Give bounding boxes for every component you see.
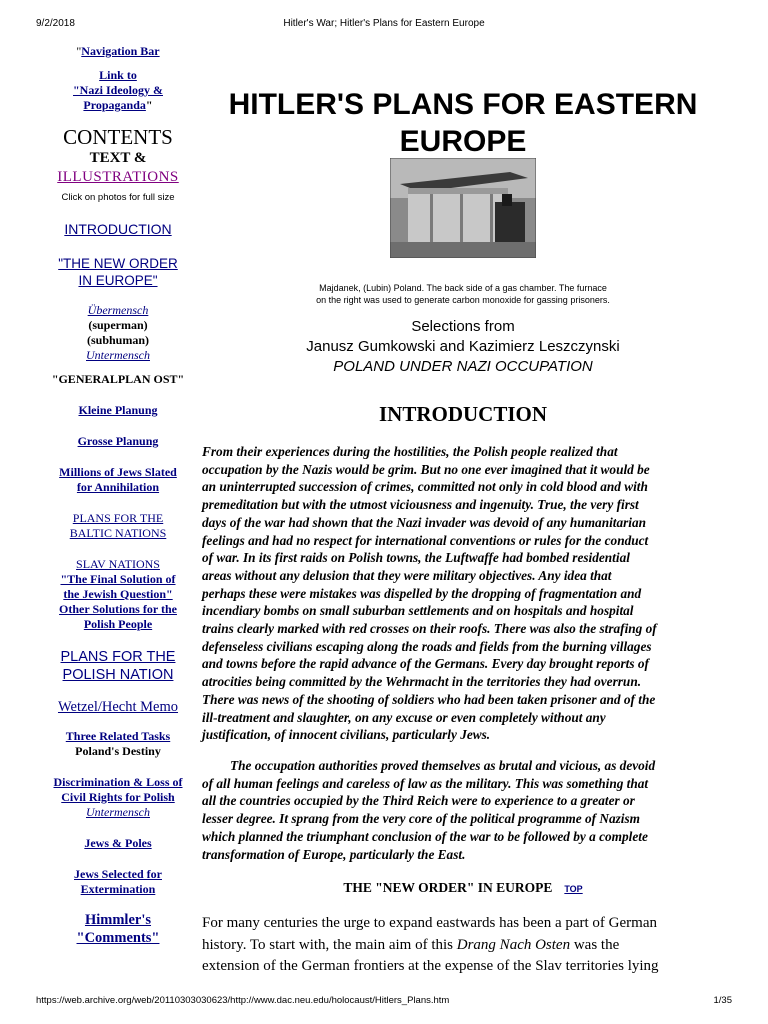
discrimination-link-line2[interactable]: Civil Rights for Polish bbox=[61, 790, 175, 804]
authors-label: Janusz Gumkowski and Kazimierz Leszczynski bbox=[306, 338, 620, 355]
new-order-line2-a: history. To start with, the main aim of this bbox=[202, 936, 457, 953]
para2-line: transformation of Europe, particularly the East. bbox=[202, 846, 466, 862]
polish-nation-link-line2[interactable]: POLISH NATION bbox=[62, 667, 174, 683]
other-solutions-link-line2[interactable]: Polish People bbox=[83, 617, 153, 631]
jews-poles-link[interactable]: Jews & Poles bbox=[84, 836, 152, 850]
final-solution-link-line1[interactable]: "The Final Solution of bbox=[60, 572, 176, 586]
para1-line: incendiary bombs on small suburban settlements and on hospitals and hospital bbox=[202, 603, 634, 619]
para1-line: defenseless civilians escaping along the roads and fields from the burning villages bbox=[202, 638, 652, 654]
new-order-line3: extension of the German frontiers at the expense of the Slav territories lying bbox=[202, 958, 659, 974]
photo-caption-line2: on the right was used to generate carbon monoxide for gassing prisoners. bbox=[316, 295, 610, 305]
himmler-link-line2[interactable]: "Comments" bbox=[76, 930, 160, 946]
contents-heading: CONTENTS bbox=[63, 125, 173, 149]
para1-line: areas without any delusion that they were military objectives. Any idea that bbox=[202, 567, 612, 583]
slav-nations-link[interactable]: SLAV NATIONS bbox=[76, 557, 160, 571]
kleine-planung-link[interactable]: Kleine Planung bbox=[78, 403, 158, 417]
baltic-link-line2[interactable]: BALTIC NATIONS bbox=[69, 526, 167, 540]
para2-line: lesser degree. It sprang from the very core of the political programme of Nazism bbox=[202, 811, 641, 827]
photo-image bbox=[390, 158, 536, 258]
drang-nach-osten: Drang Nach Osten bbox=[456, 936, 571, 953]
new-order-line1: For many centuries the urge to expand eastwards has been a part of German bbox=[202, 915, 657, 931]
baltic-link-line1[interactable]: PLANS FOR THE bbox=[72, 511, 164, 525]
para1-line: and towns before the rapid advance of the Germans. Every day brought reports of bbox=[202, 656, 649, 672]
grosse-planung-link[interactable]: Grosse Planung bbox=[77, 434, 159, 448]
discrimination-link-line1[interactable]: Discrimination & Loss of bbox=[53, 775, 183, 789]
three-tasks-link[interactable]: Three Related Tasks bbox=[65, 729, 171, 743]
para1-line: perhaps these were mistakes was dispelled by the dropping of fragmentation and bbox=[202, 585, 642, 601]
ubermensch-link[interactable]: Übermensch bbox=[87, 303, 149, 317]
text-amp-label: TEXT & bbox=[89, 150, 147, 166]
para1-line: premeditation but with the utmost viciousness and ingenuity. True, the very first bbox=[202, 497, 639, 513]
illustrations-link[interactable]: ILLUSTRATIONS bbox=[57, 169, 179, 185]
superman-label: (superman) bbox=[88, 318, 148, 332]
new-order-link-line2[interactable]: IN EUROPE" bbox=[78, 273, 158, 288]
click-photos-note: Click on photos for full size bbox=[61, 192, 175, 203]
footer-url: https://web.archive.org/web/20110303030623/http://www.dac.neu.edu/holocaust/Hitlers_Plans.htm bbox=[36, 995, 450, 1006]
para1-line: trains clearly marked with red crosses on their roofs. There was also the strafing of bbox=[202, 621, 657, 637]
nav-bar-link[interactable]: Navigation Bar bbox=[81, 44, 160, 58]
para1-line: ill-treatment and slaughter, on any excuse or even completely without any bbox=[202, 709, 606, 725]
intro-paragraph-2 bbox=[202, 757, 722, 863]
propaganda-row: Propaganda" bbox=[83, 98, 153, 112]
new-order-link-line1[interactable]: "THE NEW ORDER bbox=[58, 256, 178, 271]
para1-line: justification, of innocent civilians, particularly Jews. bbox=[202, 727, 491, 743]
page-title-line2: EUROPE bbox=[399, 125, 527, 158]
untermensch-link[interactable]: Untermensch bbox=[86, 348, 150, 362]
other-solutions-link-line1[interactable]: Other Solutions for the bbox=[59, 602, 177, 616]
millions-jews-link-line2[interactable]: for Annihilation bbox=[76, 480, 160, 494]
para1-line: feelings and had no respect for international conventions or rules for the conduct bbox=[202, 532, 649, 548]
polands-destiny-label: Poland's Destiny bbox=[75, 744, 161, 758]
new-order-heading-text: THE "NEW ORDER" IN EUROPE bbox=[343, 880, 553, 895]
new-order-line2 bbox=[202, 935, 722, 957]
gas-chamber-photo[interactable] bbox=[390, 158, 536, 258]
wetzel-hecht-link[interactable]: Wetzel/Hecht Memo bbox=[57, 699, 179, 715]
photo-caption-line1: Majdanek, (Lubin) Poland. The back side of a gas chamber. The furnace bbox=[319, 283, 607, 293]
para2-line: of all human feelings and careless of law as the military. This was something that bbox=[202, 775, 649, 791]
para1-line: atrocities being committed by the Wehrmacht in the territories they had overrun. bbox=[202, 674, 642, 690]
new-order-paragraph bbox=[202, 913, 722, 978]
page-title-line1: HITLER'S PLANS FOR EASTERN bbox=[228, 88, 698, 121]
himmler-link-line1[interactable]: Himmler's bbox=[84, 912, 152, 928]
print-title: Hitler's War; Hitler's Plans for Eastern Europe bbox=[283, 18, 485, 29]
sidebar bbox=[48, 44, 188, 947]
jews-selected-link-line2[interactable]: Extermination bbox=[80, 882, 156, 896]
source-block bbox=[198, 317, 728, 377]
jews-selected-link-line1[interactable]: Jews Selected for bbox=[74, 867, 162, 881]
print-date: 9/2/2018 bbox=[36, 18, 75, 29]
discrimination-link-line3[interactable]: Untermensch bbox=[86, 805, 150, 819]
photo-caption bbox=[198, 282, 728, 306]
para2-line: The occupation authorities proved themselves as brutal and vicious, as devoid bbox=[230, 758, 656, 773]
print-header bbox=[0, 18, 768, 32]
subhuman-label: (subhuman) bbox=[86, 333, 150, 347]
top-link[interactable]: TOP bbox=[564, 884, 583, 894]
para1-line: of war. In its first raids on Polish towns, the Luftwaffe had bombed residential bbox=[202, 550, 630, 566]
introduction-heading: INTRODUCTION bbox=[378, 402, 548, 426]
intro-paragraph-1 bbox=[202, 443, 722, 744]
footer-page-number: 1/35 bbox=[713, 995, 732, 1006]
new-order-line2-c: was the bbox=[570, 936, 620, 953]
selections-label: Selections from bbox=[411, 318, 515, 335]
propaganda-link[interactable]: Propaganda bbox=[83, 98, 146, 112]
para2-line: which planned the triumphant conclusion of the war to be followed by a complete bbox=[202, 828, 648, 844]
introduction-link[interactable]: INTRODUCTION bbox=[64, 221, 172, 237]
sidebar-nav-bar: "Navigation Bar bbox=[76, 44, 160, 58]
link-to-link[interactable]: Link to bbox=[99, 68, 137, 82]
para1-line: occupation by the Nazis would be grim. But no one ever imagined that it would be bbox=[202, 461, 650, 477]
print-footer bbox=[0, 995, 768, 1009]
polish-nation-link-line1[interactable]: PLANS FOR THE bbox=[60, 649, 176, 665]
nazi-ideology-link[interactable]: "Nazi Ideology & bbox=[73, 83, 163, 97]
page-title bbox=[198, 86, 728, 160]
para1-line: days of the war had shown that the Nazi invader was devoid of any humanitarian bbox=[202, 514, 647, 530]
book-title: POLAND UNDER NAZI OCCUPATION bbox=[333, 358, 593, 375]
para1-line: an uninterrupted succession of crimes, committed not only in cold blood and with bbox=[202, 479, 648, 495]
para1-line: There was news of the shooting of soldiers who had been taken prisoner and of the bbox=[202, 691, 656, 707]
para2-line: all the countries occupied by the Third Reich were to experience to a greater or bbox=[202, 793, 635, 809]
new-order-heading bbox=[198, 880, 728, 896]
para1-line: From their experiences during the hostilities, the Polish people realized that bbox=[202, 444, 618, 459]
final-solution-link-line2[interactable]: the Jewish Question" bbox=[63, 587, 173, 601]
millions-jews-link-line1[interactable]: Millions of Jews Slated bbox=[59, 465, 177, 479]
generalplan-heading: "GENERALPLAN OST" bbox=[51, 372, 185, 386]
